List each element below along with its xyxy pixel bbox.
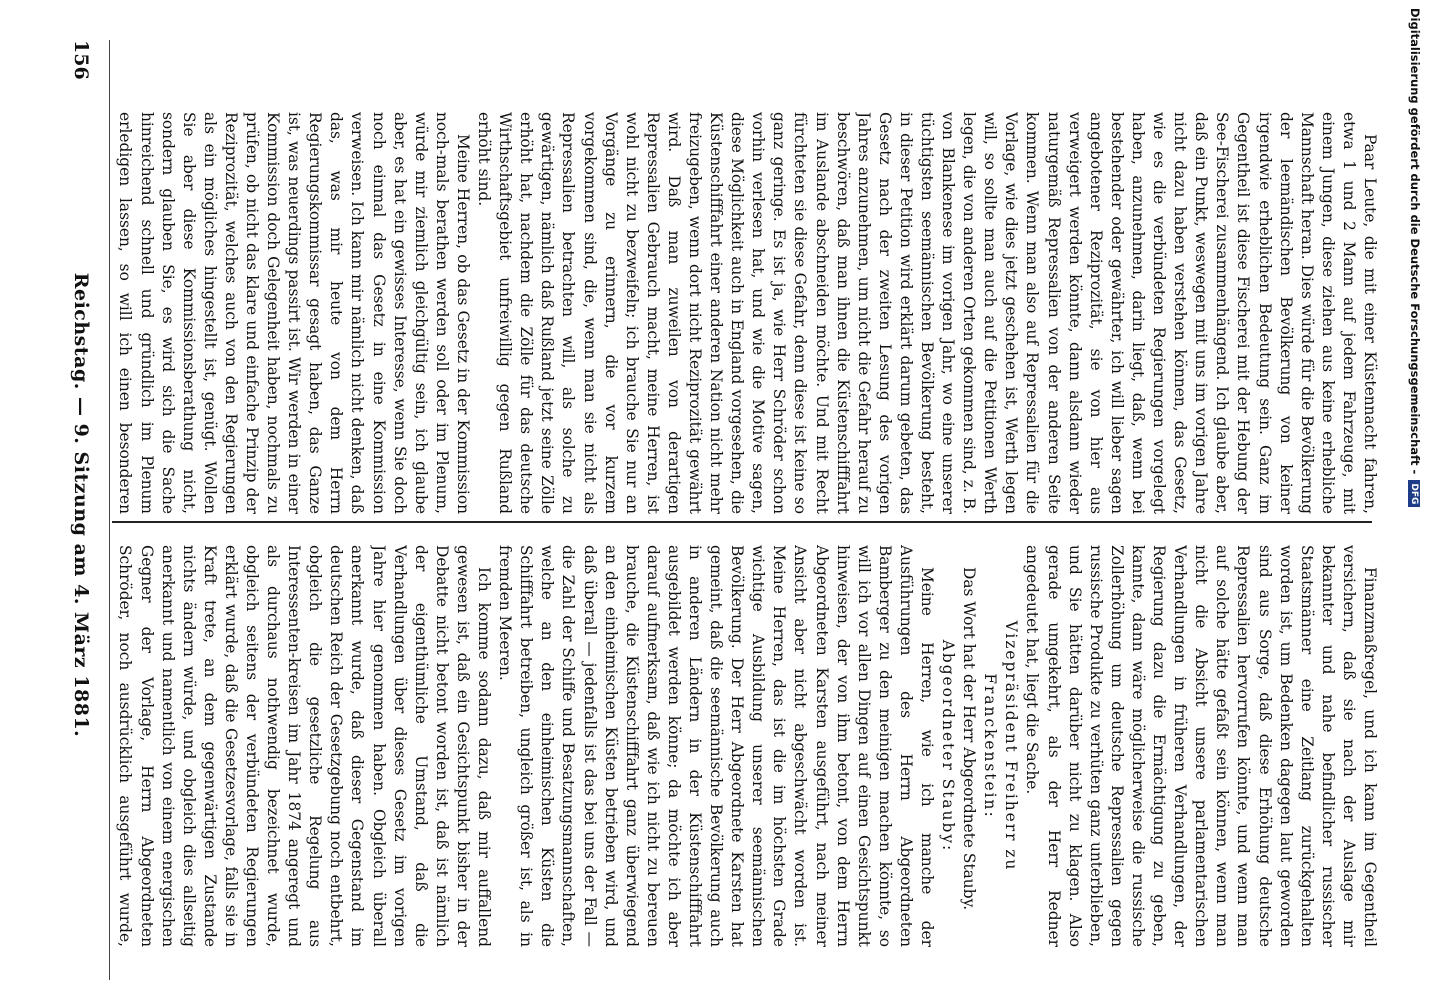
left-paragraph-2: Meine Herren, ob das Gesetz in der Kommission noch-mals berathen werden soll oder im Plenum, würde mir ziemlich gleichgültig sein, ich glaube aber, es hat ein gewisses Interesse, wenn Sie doch noch einmal das Gesetz in eine Kommission verweisen. Ich kann mir nämlich nicht denken, daß das, was mir heute von dem Herrn Regierungskommissar gesagt haben, das Ganze ist, was neuerdings passirt ist. Wir werden in einer Kommission doch Gelegenheit haben, nochmals zu prüfen, ob nicht das klare und einfache Prinzip der Reziprozität, welches auch von den Regierungen als ein mögliches hingestellt ist, genügt. Wollen Sie aber diese Kommissionsberathung nicht, sondern glauben Sie, es wird sich die Sache hinreichend schnell und gründlich im Plenum erledigen lassen, so will ich einen besonderen (116, 112, 472, 514)
right-paragraph-2: Das Wort hat der Herr Abgeordnete Stauby. (960, 567, 979, 911)
page-number: 156 (70, 40, 92, 80)
page-title: Reichstag. — 9. Sitzung am 4. März 1881. (70, 272, 92, 738)
right-column (114, 545, 1380, 947)
page-header (56, 40, 96, 970)
digitization-note: Digitalisierung gefördert durch die Deutsche Forschungsgemeinschaft - (1408, 8, 1422, 475)
right-speaker-1: Vizepräsident Freiherr zu Franckenstein: (981, 620, 1021, 872)
column-divider (112, 521, 1372, 523)
right-paragraph-4: Ich komme sodann dazu, daß mir auffallend gewesen ist, daß ein Gesichtspunkt bisher in der Debatte nicht betont worden ist, daß ist nämlich der eigenthümliche Umstand, daß die Verhandlungen über dieses Gesetz im vorigen Jahre hier genommen haben. Obgleich überall anerkannt wurde, daß dieser Gegenstand im deutschen Reich der Gesetzgebung noch entbehrt, obgleich die gesetzliche Regelung aus Interessenten-kreisen im Jahr 1874 angeregt und als durchaus nothwendig bezeichnet wurde, obgleich seitens der verbündeten Regierungen erklärt wurde, daß die Gesetzesvorlage, falls sie in Kraft trete, an dem gegenwärtigen Zustande nichts ändern würde, und obgleich dies allseitig anerkannt und namentlich von einem energischen Gegner der Vorlage, Herrn Abgeordneten Schröder, noch ausdrücklich ausgeführt wurde, (116, 545, 494, 947)
left-paragraph-1: Paar Leute, die mit einer Küstennacht fahren, etwa 1 und 2 Mann auf jedem Fahrzeuge, mit einem Jungen, diese ziehen aus keine erhebliche Mannschaft heran. Dies würde für die Bevölkerung der leemändischen Bevölkerung von keiner irgendwie erheblichen Bedeutung sein. Ganz im Gegentheil ist diese Fischerei mit der Hebung der See-Fischerei zusammenhängend. Ich glaube aber, daß ein Punkt, weswegen mit uns im vorigen Jahre nicht dazu haben verstehen können, das Gesetz, wie es die verbündeten Regierungen vorgelegt haben, anzunehmen, darin liegt, daß, wenn bei bestehender oder gewährter, ich will lieber sagen angebotener Reziprozität, sie von hier aus verweigert werden könnte, dann alsdann wieder naturgemäß Repressalien von der anderen Seite kommen. Wenn man also auf Repressalien für die Vorlage, wie dies jetzt geschehen ist, Werth legen will, so sollte man auch auf die Petitionen Werth legen, die von anderen Orten gekommen sind, z. B. von Blankenese im vorigen Jahr, wo eine unserer tüchtigsten seemännischen Bevölkerung besteht, in dieser Petition wird erklärt darum gebeten, das Gesetz nach der zweiten Lesung des vorigen Jahres anzunehmen, um nicht die Gefahr herauf zu beschwören, daß man ihnen die Küstenschifffahrt im Auslande abschneiden möchte. Und mit Recht fürchteten sie diese Gefahr, denn diese ist keine so ganz geringe. Es ist ja, wie Herr Schröder schon vorhin verlesen hat, und wie die Motive sagen, diese Möglichkeit auch in England vorgesehen, die Küstenschifffahrt einer anderen Nation nicht mehr freizugeben, wenn dort nicht Reziprozität gewährt wird. Daß man zuweilen von derartigen Repressalien Gebrauch macht, meine Herren, ist wohl nicht zu bezweifeln; ich brauche Sie nur an Vorgänge zu erinnern, die vor kurzem vorgekommen sind, die, wenn man sie nicht als Repressalien betrachten will, als solche zu gewärtigen, nämlich daß Rußland jetzt seine Zölle erhöht hat, nachdem die Zölle für das deutsche Wirthschaftsgebiet unfreiwillig gegen Rußland erhöht sind. (475, 112, 1379, 514)
right-paragraph-1: Finanzmaßregel, und ich kann im Gegentheil versichern, daß sie nach der Auslage mir bekannter und nahe befindlicher russischer Staatsmänner eine Zeitlang zurückgehalten worden ist, um Bedenken dagegen laut geworden sind aus Sorge, daß diese Erhöhung deutsche Repressalien hervorrufen könnte, und wenn man auf solche hätte gefaßt sein können, wenn man nicht die Absicht unsere parlamentarischen Verhandlungen in früheren Verhandlungen, der Regierung dazu die Ermächtigung zu geben, kannte, dann wäre möglicherweise die russische Zollerhöhung um deutsche Repressalien gegen russische Produkte zu verhüten ganz unterblieben, und Sie hätten darüber nicht zu klagen. Also gerade umgekehrt, als der Herr Redner angedeutet hat, liegt die Sache. (1023, 545, 1379, 947)
dfg-logo-icon: DFG (1409, 480, 1421, 507)
header-rule (109, 40, 110, 980)
right-paragraph-3: Meine Herren, wie ich manche der Ausführungen des Herrn Abgeordneten Bamberger zu den meinigen machen könnte, so will ich vor allen Dingen auf einen Gesichtspunkt hinweisen, der von ihm betont, von dem Herrn Abgeordneten Karsten ausgeführt, nach meiner Ansicht aber nicht abgeschwächt worden ist. Meine Herren, das ist die im höchsten Grade wichtige Ausbildung unserer seemännischen Bevölkerung. Der Herr Abgeordnete Karsten hat gemeint, daß die seemännische Bevölkerung auch in anderen Ländern in der Küstenschifffahrt ausgebildet werden könne; da möchte ich aber darauf aufmerksam, daß wie ich nicht zu bereuen brauche, die Küstenschifffahrt ganz überwiegend an den einheimischen Küsten betrieben wird, und daß überall — jedenfalls ist das bei uns der Fall — die Zahl der Schiffe und Besatzungsmannschaften, welche an den einheimischen Küsten die Schifffahrt betreiben, ungleich größer ist, als in fremden Meeren. (496, 545, 937, 947)
right-speaker-2: Abgeordneter Stauby: (939, 639, 958, 853)
digitization-footer (1404, 8, 1422, 1008)
left-column (114, 112, 1380, 514)
